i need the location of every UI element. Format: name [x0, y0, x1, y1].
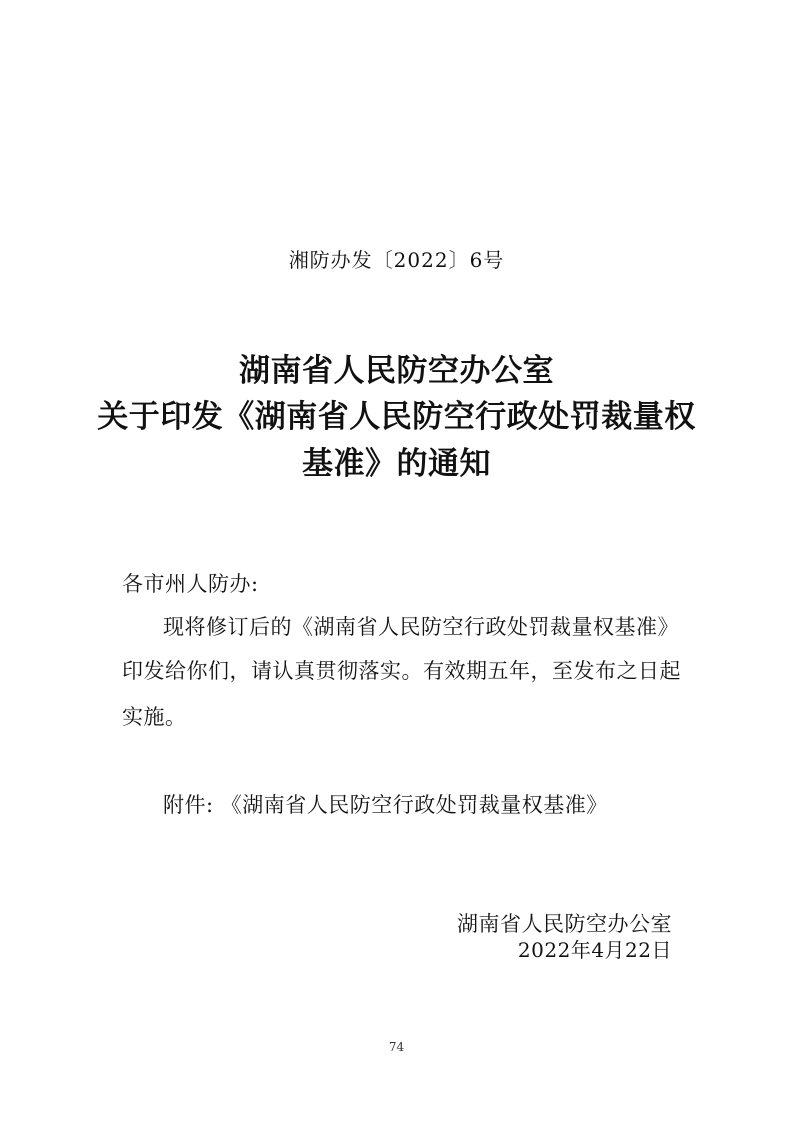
signature-date: 2022年4月22日	[517, 938, 672, 962]
document-number: 湘防办发〔2022〕6号	[288, 248, 505, 272]
title-line-2: 关于印发《湖南省人民防空行政处罚裁量权	[97, 399, 696, 435]
attachment-line: 附件: 《湖南省人民防空行政处罚裁量权基准》	[163, 793, 608, 817]
signature-organization: 湖南省人民防空办公室	[457, 912, 672, 936]
body-line-1: 现将修订后的《湖南省人民防空行政处罚裁量权基准》	[163, 615, 679, 639]
title-line-3: 基准》的通知	[302, 446, 491, 482]
page-number: 74	[388, 1040, 405, 1054]
salutation: 各市州人防办:	[122, 572, 259, 596]
body-line-2: 印发给你们，请认真贯彻落实。有效期五年，至发布之日起	[122, 659, 681, 683]
title-line-1: 湖南省人民防空办公室	[239, 353, 554, 389]
body-line-3: 实施。	[122, 705, 187, 729]
